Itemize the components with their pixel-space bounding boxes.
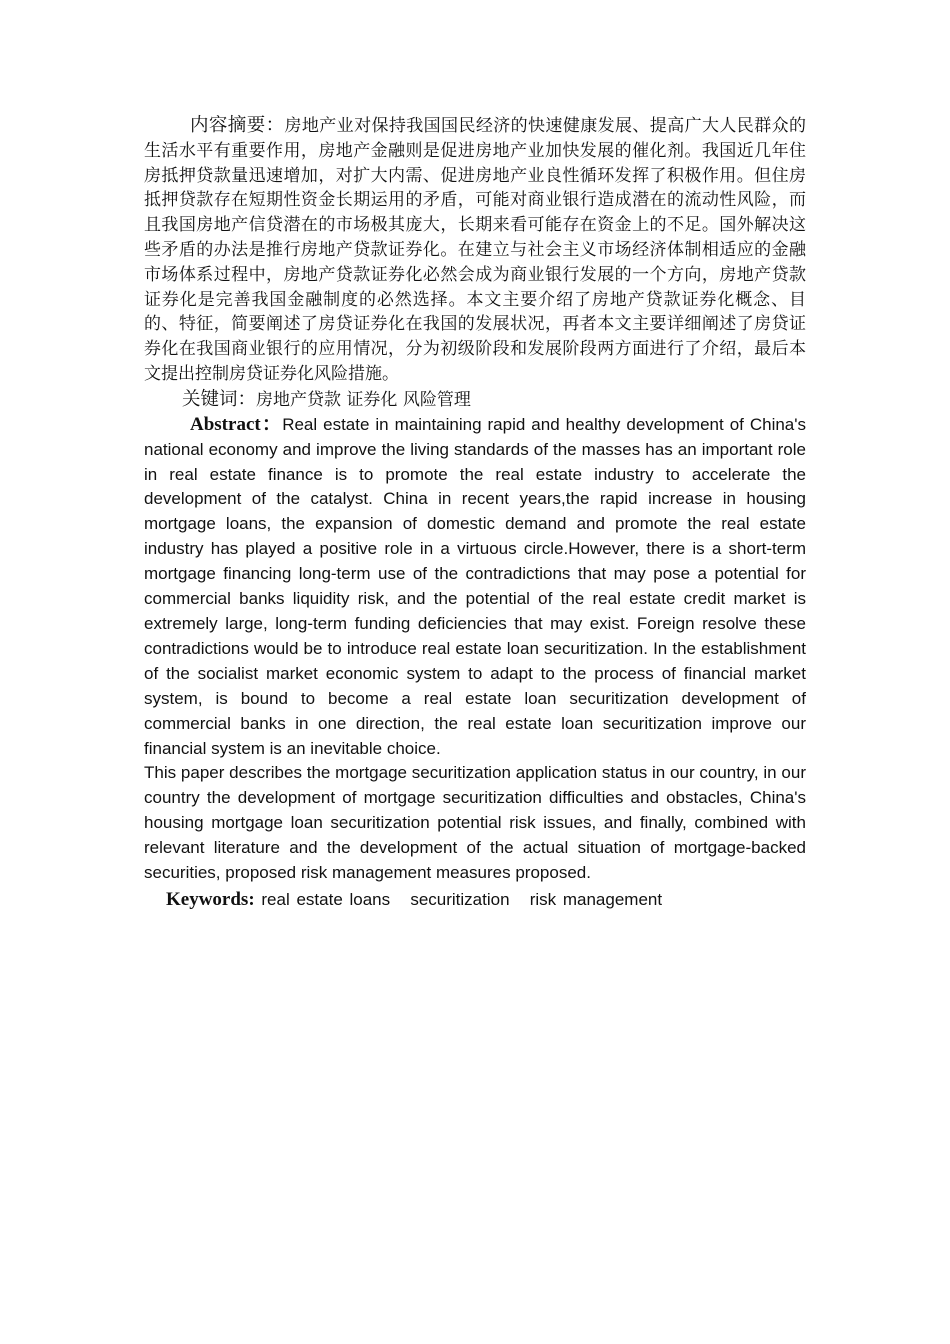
- chinese-abstract-label: 内容摘要：: [190, 115, 285, 136]
- abstract-section: [144, 114, 806, 912]
- chinese-keyword: 房地产贷款: [256, 389, 342, 410]
- english-abstract-paragraph: [144, 413, 806, 762]
- english-abstract-label: Abstract：: [190, 413, 283, 435]
- chinese-keyword: 证券化: [346, 389, 398, 410]
- chinese-abstract-paragraph: [144, 114, 806, 387]
- english-keyword: risk management: [529, 889, 663, 909]
- english-abstract-paragraph-2: This paper describes the mortgage securitization application status in our country, in our country the development of mortgage securitization difficulties and obstacles, China's housing mortgage loan securitization potential risk issues, and finally, combined with relevant literature and the development of the actual situation of mortgage-backed securities, proposed risk management measures proposed.: [144, 763, 806, 883]
- english-keywords-label: Keywords:: [166, 888, 255, 910]
- english-abstract-text: Real estate in maintaining rapid and healthy development of China's national economy and improve the living standards of the masses has an important role in real estate finance is to promote the real estate industry to accelerate the development of the catalyst. China in recent years,the rapid increase in housing mortgage loans, the expansion of domestic demand and promote the real estate industry has played a positive role in a virtuous circle.However, there is a short-term mortgage financing long-term use of the contradictions that may pose a potential for commercial banks liquidity risk, and the potential of the real estate credit market is extremely large, long-term funding deficiencies that may exist. Foreign resolve these contradictions would be to introduce real estate loan securitization. In the establishment of the socialist market economic system to adapt to the process of financial market system, is bound to become a real estate loan securitization development of commercial banks in one direction, the real estate loan securitization improve our financial system is an inevitable choice.: [144, 414, 807, 758]
- chinese-abstract-text: 房地产业对保持我国国民经济的快速健康发展、提高广大人民群众的生活水平有重要作用，房地产金融则是促进房地产业加快发展的催化剂。我国近几年住房抵押贷款量迅速增加，对扩大内需、促进房地产业良性循环发挥了积极作用。但住房抵押贷款存在短期性资金长期运用的矛盾，可能对商业银行造成潜在的流动性风险，而且我国房地产信贷潜在的市场极其庞大，长期来看可能存在资金上的不足。国外解决这些矛盾的办法是推行房地产贷款证券化。在建立与社会主义市场经济体制相适应的金融市场体系过程中，房地产贷款证券化必然会成为商业银行发展的一个方向，房地产贷款证券化是完善我国金融制度的必然选择。本文主要介绍了房地产贷款证券化概念、目的、特征，简要阐述了房贷证券化在我国的发展状况，再者本文主要详细阐述了房贷证券化在我国商业银行的应用情况，分为初级阶段和发展阶段两方面进行了介绍，最后本文提出控制房贷证券化风险措施。: [144, 116, 806, 384]
- english-keyword: securitization: [410, 889, 510, 909]
- chinese-keywords-label: 关键词：: [182, 388, 257, 410]
- chinese-keyword: 风险管理: [402, 389, 471, 410]
- english-keywords-line: [144, 887, 806, 912]
- chinese-keywords-line: [144, 387, 806, 413]
- english-keyword: real estate loans: [261, 889, 391, 909]
